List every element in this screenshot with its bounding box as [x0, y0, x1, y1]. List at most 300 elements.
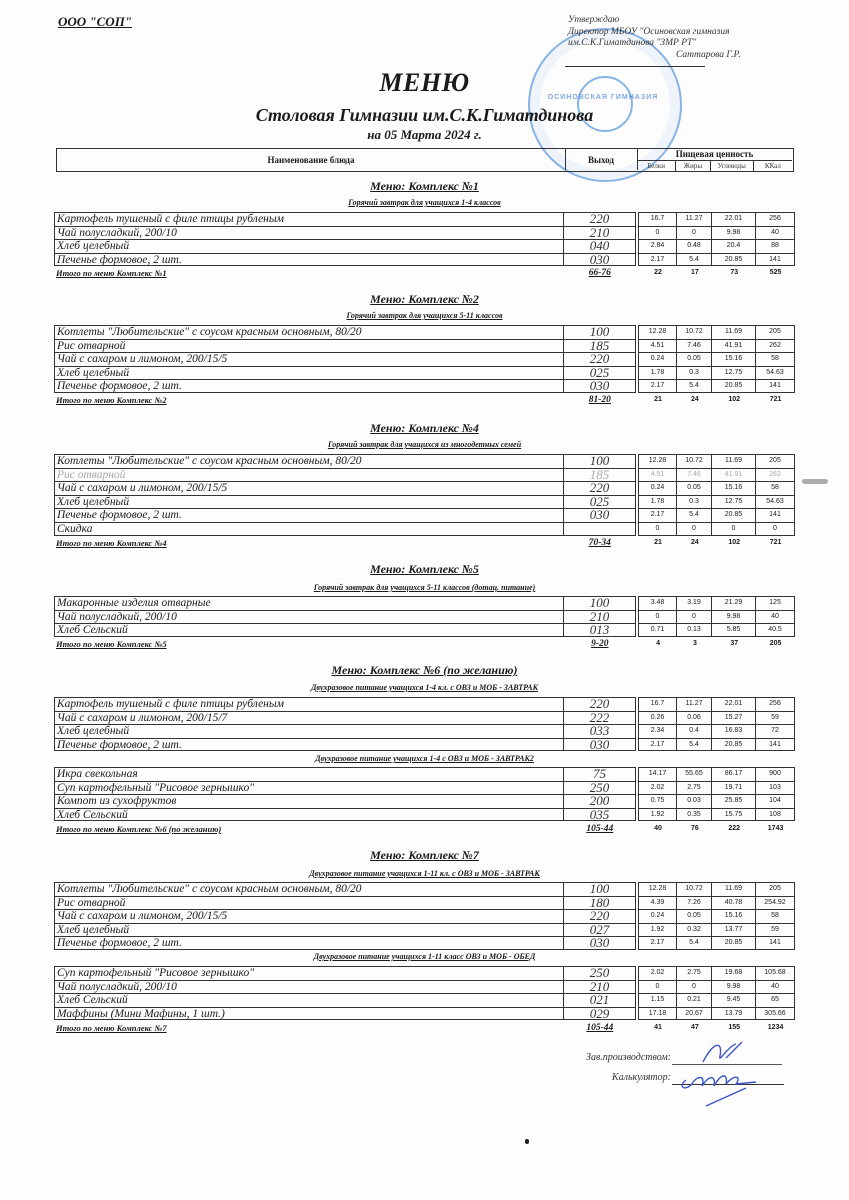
dish-output: 250 [564, 966, 636, 980]
dish-carbs: 5.85 [712, 623, 756, 637]
dishes-table [54, 966, 795, 1020]
dish-proteins: 0.75 [638, 794, 677, 808]
dish-proteins: 2.17 [638, 379, 677, 393]
dish-proteins: 1.92 [638, 808, 677, 822]
dish-output: 030 [564, 253, 636, 267]
dish-carbs: 16.83 [712, 724, 756, 738]
dish-carbs: 41.91 [712, 339, 756, 353]
dish-proteins: 17.18 [638, 1007, 677, 1021]
menu-section-title: Меню: Комплекс №2 [370, 292, 479, 306]
dish-carbs: 9.98 [712, 980, 756, 994]
total-price: 66-76 [588, 268, 611, 278]
dishes-table [54, 454, 795, 536]
table-row [54, 882, 795, 896]
menu-group-subtitle: Горячий завтрак для учащихся 5-11 классов (дотац. питание) [313, 583, 536, 592]
dish-carbs: 86.17 [712, 767, 756, 781]
dish-fats: 0.13 [677, 623, 712, 637]
dish-proteins: 14.17 [638, 767, 677, 781]
menu-group-subtitle: Двухразовое питание учащихся 1-4 кл. с ОВЗ и МОБ - ЗАВТРАК [310, 683, 539, 692]
dish-carbs: 12.75 [712, 366, 756, 380]
approval-line-2: Директор МБОУ "Осиновская гимназия [568, 26, 730, 37]
dish-output: 220 [564, 481, 636, 495]
dish-proteins: 2.34 [638, 724, 677, 738]
table-row [54, 481, 795, 495]
dish-fats: 0.05 [677, 909, 712, 923]
dish-kcal: 40 [756, 610, 795, 624]
dish-kcal: 40.5 [756, 623, 795, 637]
total-kcal: 205 [769, 640, 782, 647]
dish-fats: 2.75 [677, 781, 712, 795]
dish-proteins: 0.24 [638, 909, 677, 923]
dish-name: Компот из сухофруктов [54, 794, 564, 808]
column-name-header: Наименование блюда [57, 149, 566, 170]
dish-name: Макаронные изделия отварные [54, 596, 564, 610]
total-proteins: 40 [654, 825, 662, 832]
section-total-row [54, 823, 795, 835]
menu-section-title: Меню: Комплекс №1 [370, 179, 479, 193]
menu-section-title: Меню: Комплекс №7 [370, 848, 479, 862]
dish-carbs: 22.01 [712, 697, 756, 711]
table-row [54, 454, 795, 468]
total-kcal: 721 [769, 396, 782, 403]
total-label: Итого по меню Комплекс №4 [56, 538, 167, 548]
dish-name: Печенье формовое, 2 шт. [54, 508, 564, 522]
dishes-table [54, 767, 795, 821]
dish-carbs: 20.85 [712, 738, 756, 752]
dish-fats: 0.03 [677, 794, 712, 808]
table-row [54, 623, 795, 637]
total-fats: 76 [691, 825, 699, 832]
table-row [54, 1007, 795, 1021]
dish-kcal: 141 [756, 253, 795, 267]
total-label: Итого по меню Комплекс №6 (по желанию) [56, 824, 222, 834]
dish-name: Хлеб Сельский [54, 808, 564, 822]
dish-fats: 5.4 [677, 738, 712, 752]
total-carbs: 155 [728, 1024, 741, 1031]
dish-fats: 0.3 [677, 495, 712, 509]
menu-group-subtitle: Горячий завтрак для учащихся из многодетных семей [327, 440, 522, 449]
total-price: 105-44 [586, 824, 614, 834]
dish-output: 75 [564, 767, 636, 781]
dish-fats: 10.72 [677, 882, 712, 896]
dish-proteins: 1.78 [638, 495, 677, 509]
total-label: Итого по меню Комплекс №2 [56, 395, 167, 405]
dish-kcal: 103 [756, 781, 795, 795]
dish-name: Хлеб Сельский [54, 623, 564, 637]
dish-output: 210 [564, 610, 636, 624]
dish-kcal: 0 [756, 522, 795, 536]
dish-proteins: 2.17 [638, 738, 677, 752]
dish-carbs: 41.91 [712, 468, 756, 482]
dish-proteins: 2.02 [638, 781, 677, 795]
scan-artifact [802, 479, 828, 484]
dish-proteins: 3.48 [638, 596, 677, 610]
table-row [54, 724, 795, 738]
total-carbs: 222 [728, 825, 741, 832]
approval-signature-line [565, 66, 705, 67]
dish-fats: 5.4 [677, 253, 712, 267]
dish-output: 210 [564, 226, 636, 240]
table-row [54, 980, 795, 994]
total-price: 105-44 [586, 1023, 614, 1033]
table-row [54, 253, 795, 267]
dish-name: Чай полусладкий, 200/10 [54, 610, 564, 624]
document-date: на 05 Марта 2024 г. [367, 127, 482, 142]
dish-name: Хлеб целебный [54, 923, 564, 937]
dish-kcal: 59 [756, 711, 795, 725]
dish-fats: 0 [677, 610, 712, 624]
total-carbs: 102 [728, 539, 741, 546]
dish-fats: 11.27 [677, 697, 712, 711]
document-subtitle: Столовая Гимназии им.С.К.Гиматдинова [255, 105, 594, 125]
total-kcal: 525 [769, 269, 782, 276]
menu-group-subtitle: Двухразовое питание учащихся 1-4 с ОВЗ и МОБ - ЗАВТРАК2 [315, 754, 534, 763]
dish-proteins: 0 [638, 980, 677, 994]
dish-output: 222 [564, 711, 636, 725]
production-head-label: Зав.производством: [586, 1052, 672, 1063]
dish-name: Чай с сахаром и лимоном, 200/15/5 [54, 352, 564, 366]
total-price: 9-20 [591, 639, 609, 649]
total-fats: 24 [691, 539, 699, 546]
column-header-table [56, 148, 794, 172]
nutrition-header [637, 149, 792, 170]
total-kcal: 1743 [767, 825, 784, 832]
dish-fats: 11.27 [677, 212, 712, 226]
dish-carbs: 20.85 [712, 936, 756, 950]
nutrition-title: Пищевая ценность [637, 149, 792, 161]
dish-kcal: 59 [756, 923, 795, 937]
dish-output: 013 [564, 623, 636, 637]
dish-kcal: 205 [756, 882, 795, 896]
dish-kcal: 262 [756, 339, 795, 353]
section-total-row [54, 267, 795, 279]
dish-proteins: 12.28 [638, 325, 677, 339]
table-row [54, 522, 795, 536]
table-row [54, 794, 795, 808]
table-row [54, 610, 795, 624]
dish-kcal: 900 [756, 767, 795, 781]
dish-carbs: 40.78 [712, 896, 756, 910]
dish-output: 027 [564, 923, 636, 937]
dishes-table [54, 697, 795, 751]
dish-output: 220 [564, 352, 636, 366]
dish-fats: 20.67 [677, 1007, 712, 1021]
dish-carbs: 15.16 [712, 352, 756, 366]
section-total-row [54, 537, 795, 549]
menu-section-title: Меню: Комплекс №6 (по желанию) [331, 663, 518, 677]
dish-kcal: 54.63 [756, 366, 795, 380]
dish-name: Котлеты "Любительские" с соусом красным основным, 80/20 [54, 882, 564, 896]
dish-kcal: 105.68 [756, 966, 795, 980]
total-label: Итого по меню Комплекс №1 [56, 268, 167, 278]
table-row [54, 936, 795, 950]
dish-fats: 0.4 [677, 724, 712, 738]
dish-kcal: 141 [756, 379, 795, 393]
dish-proteins: 1.92 [638, 923, 677, 937]
table-row [54, 993, 795, 1007]
approval-line-3: им.С.К.Гиматдинова "ЗМР РТ" [568, 38, 697, 48]
dish-proteins: 2.02 [638, 966, 677, 980]
dish-output: 180 [564, 896, 636, 910]
table-row [54, 339, 795, 353]
column-output-header: Выход [565, 149, 638, 170]
dish-name: Хлеб целебный [54, 495, 564, 509]
dish-name: Картофель тушеный с филе птицы рубленым [54, 697, 564, 711]
total-kcal: 721 [769, 539, 782, 546]
dishes-table [54, 882, 795, 950]
total-price: 81-20 [588, 395, 611, 405]
scan-speck [525, 1139, 529, 1144]
dish-fats: 55.65 [677, 767, 712, 781]
dish-kcal: 254.92 [756, 896, 795, 910]
dish-carbs: 20.4 [712, 239, 756, 253]
total-proteins: 21 [654, 539, 662, 546]
dish-carbs: 12.75 [712, 495, 756, 509]
table-row [54, 366, 795, 380]
dish-name: Хлеб целебный [54, 239, 564, 253]
dish-name: Хлеб целебный [54, 724, 564, 738]
dish-name: Печенье формовое, 2 шт. [54, 936, 564, 950]
table-row [54, 697, 795, 711]
dish-proteins: 2.84 [638, 239, 677, 253]
table-row [54, 909, 795, 923]
table-row [54, 226, 795, 240]
dish-name: Печенье формовое, 2 шт. [54, 253, 564, 267]
dish-kcal: 141 [756, 738, 795, 752]
dish-kcal: 256 [756, 212, 795, 226]
dish-carbs: 21.29 [712, 596, 756, 610]
table-row [54, 352, 795, 366]
organization-name: ООО "СОП" [58, 14, 133, 29]
dish-output: 220 [564, 909, 636, 923]
dish-name: Суп картофельный "Рисовое зернышко" [54, 966, 564, 980]
dish-output: 185 [564, 339, 636, 353]
dish-fats: 0.32 [677, 923, 712, 937]
dish-kcal: 205 [756, 325, 795, 339]
dish-output: 185 [564, 468, 636, 482]
dish-output: 029 [564, 1007, 636, 1021]
table-row [54, 738, 795, 752]
menu-group-subtitle: Двухразовое питание учащихся 1-11 кл. с ОВЗ и МОБ - ЗАВТРАК [309, 869, 540, 878]
total-label: Итого по меню Комплекс №5 [56, 639, 167, 649]
dish-carbs: 9.98 [712, 226, 756, 240]
dish-kcal: 205 [756, 454, 795, 468]
dish-fats: 0.06 [677, 711, 712, 725]
total-fats: 3 [692, 640, 697, 647]
dish-name: Чай с сахаром и лимоном, 200/15/5 [54, 481, 564, 495]
dish-kcal: 72 [756, 724, 795, 738]
dish-output: 200 [564, 794, 636, 808]
dish-fats: 5.4 [677, 379, 712, 393]
dish-fats: 10.72 [677, 325, 712, 339]
dish-fats: 0.05 [677, 352, 712, 366]
dish-name: Печенье формовое, 2 шт. [54, 738, 564, 752]
table-row [54, 212, 795, 226]
column-proteins-header: Белки [637, 161, 676, 171]
dish-name: Чай с сахаром и лимоном, 200/15/7 [54, 711, 564, 725]
dish-carbs: 20.85 [712, 253, 756, 267]
menu-group-subtitle: Горячий завтрак для учащихся 1-4 классов [348, 198, 501, 207]
dish-carbs: 9.45 [712, 993, 756, 1007]
dish-output: 030 [564, 936, 636, 950]
dish-kcal: 305.66 [756, 1007, 795, 1021]
dish-output: 100 [564, 596, 636, 610]
table-row [54, 468, 795, 482]
dish-carbs: 19.71 [712, 781, 756, 795]
dish-output: 210 [564, 980, 636, 994]
dishes-table [54, 212, 795, 266]
dish-name: Маффины (Мини Мафины, 1 шт.) [54, 1007, 564, 1021]
menu-group-subtitle: Горячий завтрак для учащихся 5-11 классов [346, 311, 503, 320]
dish-carbs: 9.98 [712, 610, 756, 624]
section-total-row [54, 638, 795, 650]
dish-carbs: 15.75 [712, 808, 756, 822]
dish-carbs: 11.69 [712, 325, 756, 339]
dish-carbs: 0 [712, 522, 756, 536]
dish-carbs: 13.79 [712, 1007, 756, 1021]
dish-fats: 0.35 [677, 808, 712, 822]
dish-carbs: 20.85 [712, 379, 756, 393]
dish-proteins: 16.7 [638, 212, 677, 226]
dish-proteins: 1.15 [638, 993, 677, 1007]
dish-name: Суп картофельный "Рисовое зернышко" [54, 781, 564, 795]
dish-fats: 0.48 [677, 239, 712, 253]
total-carbs: 73 [730, 269, 739, 276]
dish-proteins: 0.24 [638, 481, 677, 495]
table-row [54, 966, 795, 980]
dish-proteins: 4.39 [638, 896, 677, 910]
column-carbs-header: Углеводы [711, 161, 754, 171]
table-row [54, 767, 795, 781]
approval-line-1: Утверждаю [568, 15, 620, 25]
dish-kcal: 65 [756, 993, 795, 1007]
table-row [54, 781, 795, 795]
dish-proteins: 12.28 [638, 454, 677, 468]
dish-kcal: 40 [756, 226, 795, 240]
dish-name: Рис отварной [54, 339, 564, 353]
dish-output: 035 [564, 808, 636, 822]
dish-fats: 0.3 [677, 366, 712, 380]
dish-proteins: 2.17 [638, 936, 677, 950]
approval-signatory: Саттарова Г.Р. [676, 49, 741, 60]
dish-output: 030 [564, 379, 636, 393]
dish-kcal: 58 [756, 352, 795, 366]
dish-output: 025 [564, 495, 636, 509]
dish-name: Рис отварной [54, 896, 564, 910]
table-row [54, 325, 795, 339]
dish-carbs: 22.01 [712, 212, 756, 226]
total-label: Итого по меню Комплекс №7 [56, 1023, 167, 1033]
section-total-row [54, 394, 795, 406]
dish-carbs: 19.68 [712, 966, 756, 980]
dish-output: 030 [564, 508, 636, 522]
dish-kcal: 58 [756, 909, 795, 923]
dish-fats: 0.21 [677, 993, 712, 1007]
total-kcal: 1234 [767, 1024, 784, 1031]
dish-output: 040 [564, 239, 636, 253]
total-fats: 47 [691, 1024, 699, 1031]
dish-kcal: 54.63 [756, 495, 795, 509]
table-row [54, 239, 795, 253]
dish-proteins: 0 [638, 522, 677, 536]
dish-carbs: 15.27 [712, 711, 756, 725]
total-proteins: 41 [654, 1024, 662, 1031]
dish-carbs: 25.85 [712, 794, 756, 808]
dish-output: 025 [564, 366, 636, 380]
dish-proteins: 0 [638, 226, 677, 240]
dish-proteins: 2.17 [638, 253, 677, 267]
dish-name: Хлеб Сельский [54, 993, 564, 1007]
dish-carbs: 15.16 [712, 481, 756, 495]
dish-name: Чай полусладкий, 200/10 [54, 980, 564, 994]
dish-name: Чай с сахаром и лимоном, 200/15/5 [54, 909, 564, 923]
total-carbs: 102 [728, 396, 741, 403]
dish-proteins: 0.26 [638, 711, 677, 725]
dish-fats: 0.05 [677, 481, 712, 495]
dishes-table [54, 325, 795, 393]
dish-name: Котлеты "Любительские" с соусом красным основным, 80/20 [54, 325, 564, 339]
dish-fats: 0 [677, 522, 712, 536]
dish-fats: 7.46 [677, 468, 712, 482]
dish-output: 030 [564, 738, 636, 752]
dish-fats: 10.72 [677, 454, 712, 468]
total-proteins: 22 [654, 269, 662, 276]
dish-name: Чай полусладкий, 200/10 [54, 226, 564, 240]
dish-kcal: 125 [756, 596, 795, 610]
dish-fats: 5.4 [677, 508, 712, 522]
dish-carbs: 13.77 [712, 923, 756, 937]
dish-fats: 2.75 [677, 966, 712, 980]
table-row [54, 596, 795, 610]
total-carbs: 37 [730, 640, 739, 647]
column-fats-header: Жиры [676, 161, 710, 171]
column-kcal-header: ККал [764, 162, 781, 170]
menu-section-title: Меню: Комплекс №4 [370, 421, 479, 435]
dish-name: Скидка [54, 522, 564, 536]
dish-proteins: 16.7 [638, 697, 677, 711]
dish-proteins: 4.51 [638, 339, 677, 353]
total-proteins: 21 [654, 396, 662, 403]
dish-fats: 0 [677, 980, 712, 994]
dish-kcal: 108 [756, 808, 795, 822]
approval-block [568, 15, 741, 61]
dish-fats: 7.46 [677, 339, 712, 353]
dish-output: 033 [564, 724, 636, 738]
dish-proteins: 0.71 [638, 623, 677, 637]
table-row [54, 808, 795, 822]
dish-kcal: 58 [756, 481, 795, 495]
section-total-row [54, 1022, 795, 1034]
calculator-signature-icon [676, 1062, 796, 1112]
dish-kcal: 141 [756, 508, 795, 522]
dish-carbs: 11.69 [712, 454, 756, 468]
dish-fats: 7.26 [677, 896, 712, 910]
stamp-text: ОСИНОВСКАЯ ГИМНАЗИЯ [547, 94, 659, 101]
dish-name: Икра свекольная [54, 767, 564, 781]
dish-output: 100 [564, 325, 636, 339]
dish-fats: 5.4 [677, 936, 712, 950]
dish-name: Печенье формовое, 2 шт. [54, 379, 564, 393]
dish-kcal: 141 [756, 936, 795, 950]
dish-carbs: 11.69 [712, 882, 756, 896]
dish-proteins: 0.24 [638, 352, 677, 366]
table-row [54, 508, 795, 522]
table-row [54, 379, 795, 393]
dish-name: Котлеты "Любительские" с соусом красным основным, 80/20 [54, 454, 564, 468]
dish-output: 220 [564, 212, 636, 226]
dish-name: Хлеб целебный [54, 366, 564, 380]
calculator-label: Калькулятор: [612, 1072, 671, 1083]
